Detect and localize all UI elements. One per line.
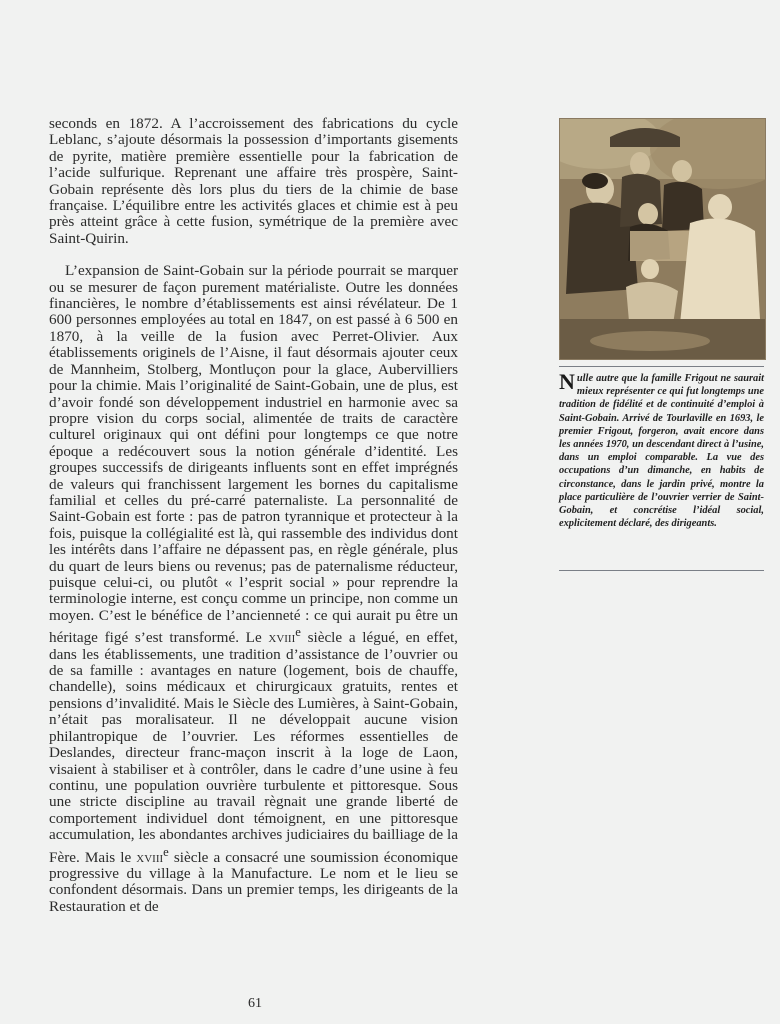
caption-text: ulle autre que la famille Frigout ne saurait mieux représenter ce qui fut longtemps une tradition de fidélité et de continuité d’emploi à Saint-Gobain. Arrivé de Tourlaville en 1693, le premier Frigout, forgeron, avait encore dans les années 1970, un descendant direct à l’usine, dans un emploi comparable. La vue des occupations d’un dimanche, en habits de circonstance, dans le jardin privé, montre la place particulière de l’ouvrier verrier de Saint-Gobain, et concrétise l’idéal social, explicitement déclaré, des dirigeants.	[559, 373, 764, 530]
paragraph-2	[49, 263, 458, 915]
paragraph-2-part-a: L’expansion de Saint-Gobain sur la période pourrait se marquer ou se mesurer de façon purement matérialiste. Outre les données financières, le nombre d’établissements est ainsi révélateur. De 1 600 personnes employées au total en 1847, on est passé à 6 500 en 1870, à la veille de la fusion avec Perret-Olivier. Aux établissements originels de l’Aisne, il faut désormais ajouter ceux de Mannheim, Stolberg, Montluçon pour la glace, Aubervilliers pour la chimie. Mais l’originalité de Saint-Gobain, une de plus, est d’avoir fondé son développement industriel en harmonie avec sa propre vision du corps social, alimentée de traits de caractère culturel originaux qui ont défini pour longtemps ce que notre époque a redécouvert sous la notion générale d’identité. Les groupes successifs de dirigeants influents sont en effet imprégnés de valeurs qui franchissent largement les bornes du capitalisme familial et celles du pré-carré paternaliste. La personnalité de Saint-Gobain est forte : pas de patron tyrannique et protecteur à la fois, puisque la collégialité est là, qui rassemble des individus dont les intérêts dans l’affaire ne dépassent pas, en règle générale, plus du quart de leurs biens ou revenus; pas de paternalisme réducteur, puisque celui-ci, ou plutôt « l’esprit social » pour reprendre la terminologie interne, est conçu comme un principe, non comme un moyen. C’est le bénéfice de l’ancienneté : ce qui aurait pu être un héritage figé s’est transformé. Le	[49, 262, 458, 647]
century-numeral-1: xviii	[268, 629, 296, 647]
paragraph-2-part-c: siècle a consacré une soumission économique progressive du village à la Manufacture. Le nom et le lieu se confondent désormais. Dans un premier temps, les dirigeants de la Restauration et de	[49, 848, 458, 915]
photo-caption	[559, 369, 764, 530]
paragraph-2-part-b: siècle a légué, en effet, dans les établissements, une tradition d’assistance de l’ouvrier ou de sa famille : avantages en nature (logement, bois de chauffe, chandelle), soins médicaux et chirurgicaux gratuits, rentes et pensions d’invalidité. Mais le Siècle des Lumières, à Saint-Gobain, n’était pas moralisateur. Il ne développait aucune vision philantropique de l’ouvrier. Les réformes essentielles de Deslandes, directeur franc-maçon inscrit à la loge de Laon, visaient à stabiliser et à contrôler, dans le cadre d’une usine à feu continu, une population ouvrière turbulente et pittoresque. Sous une stricte discipline au travail règnait une grande liberté de comportement individuel dont témoignent, en une pittoresque accumulation, les abondantes archives judiciaires du bailliage de la Fère. Mais le	[49, 629, 458, 866]
century-numeral-2: xviii	[136, 848, 164, 866]
century-superscript-1: e	[295, 625, 301, 640]
caption-top-rule	[559, 366, 764, 367]
paragraph-1: seconds en 1872. A l’accroissement des fabrications du cycle Leblanc, s’ajoute désormais la possession d’importants gisements de pyrite, matière première essentielle pour la fabrication de l’acide sulfurique. Reprenant une affaire très prospère, Saint-Gobain représente dès lors plus du tiers de la chimie de base française. L’équilibre entre les activités glaces et chimie est à peu près atteint grâce à cette fusion, symétrique de la première avec Saint-Quirin.	[49, 115, 458, 247]
family-photograph	[559, 118, 766, 360]
photo-illustration	[560, 119, 765, 359]
caption-dropcap: N	[559, 369, 575, 394]
century-superscript-2: e	[163, 844, 169, 859]
caption-bottom-rule	[559, 570, 764, 571]
main-text-column	[49, 116, 458, 915]
page-number: 61	[248, 996, 262, 1011]
